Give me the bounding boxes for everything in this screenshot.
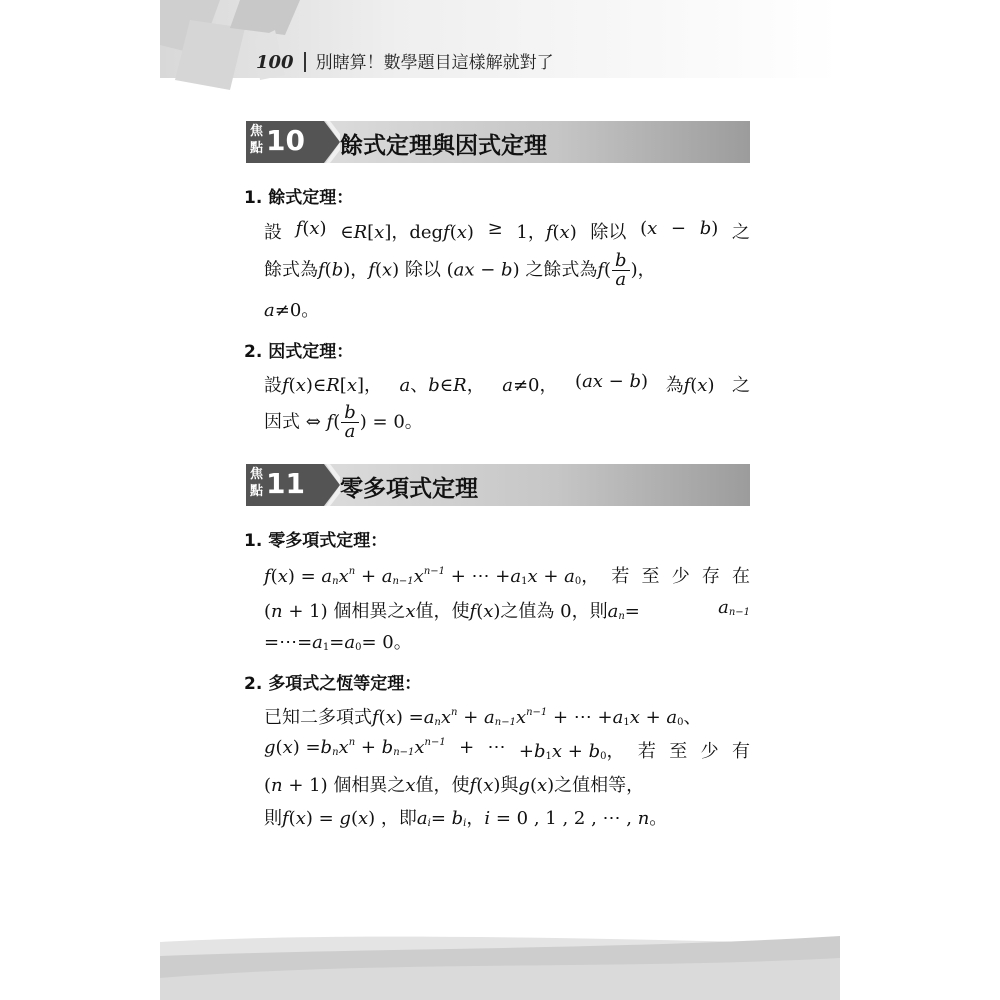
badge-arrow-icon xyxy=(318,464,340,506)
focus-number: 10 xyxy=(266,124,305,157)
book-title: 別瞎算！數學題目這樣解就對了 xyxy=(315,53,554,73)
page-number: 100 xyxy=(256,52,294,73)
remainder-line-3: a≠0。 xyxy=(264,300,320,321)
zero-poly-line-3: $=\cdots=a_1=a_0= 0$。 xyxy=(264,632,412,653)
bottom-wave-decoration xyxy=(160,930,840,1000)
identity-line-3: (n + 1) 個相異之x值，使f(x)與g(x)之值相等， xyxy=(264,775,645,796)
focus-badge xyxy=(246,464,320,506)
header-divider xyxy=(304,52,306,72)
zero-poly-line-1: $f(x) = a_nx^n + a_{n-1}x^{n-1}$ + ⋯ $+a_1x + a_0$， 若 至 少 存 在 xyxy=(264,566,750,587)
factor-line-2: 因式 ⇔ f( $\frac{b}{a}$ ) = 0。 xyxy=(264,402,423,442)
focus-badge xyxy=(246,121,320,163)
badge-arrow-icon xyxy=(318,121,340,163)
zero-polynomial-heading: 1. 零多項式定理： xyxy=(244,531,388,551)
focus-number: 11 xyxy=(266,467,305,500)
zero-poly-line-2: (n + 1) 個相異之x值，使f(x)之值為 0，則$a_n=$ $a_{n-1}$ xyxy=(264,597,750,622)
identity-line-4: 則f(x) = g(x) ，即$a_i= b_i$，i = 0 , 1 , 2 , ⋯ , n。 xyxy=(264,808,668,829)
running-header xyxy=(256,48,554,73)
focus-title: 餘式定理與因式定理 xyxy=(340,133,547,159)
identity-theorem-heading: 2. 多項式之恆等定理： xyxy=(244,674,422,694)
remainder-theorem-heading: 1. 餘式定理： xyxy=(244,188,354,208)
focus-title: 零多項式定理 xyxy=(340,476,478,502)
factor-line-1: 設f(x)∈R[x]， a、b∈R， a≠0， (ax − b) 為f(x) 之 xyxy=(264,371,750,396)
book-page xyxy=(160,0,840,1000)
fraction-b-over-a: $\frac{b}{a}$ xyxy=(612,252,630,289)
identity-line-1: 已知二多項式$f(x) =a_nx^n + a_{n-1}x^{n-1}$ + ⋯ $+a_1x + a_0$、 xyxy=(264,707,702,728)
focus-10-banner xyxy=(246,121,750,163)
remainder-line-2: 餘式為f(b)，f(x) 除以 (ax − b) 之餘式為f( $\frac{b}{a}$ )， xyxy=(264,250,656,290)
fraction-b-over-a: $\frac{b}{a}$ xyxy=(341,404,359,441)
focus-label: 焦點 xyxy=(250,124,264,156)
factor-theorem-heading: 2. 因式定理： xyxy=(244,342,354,362)
identity-line-2: $g(x) =b_nx^n + b_{n-1}x^{n-1}$ + ⋯ $+b_1x + b_0$， 若 至 少 有 xyxy=(264,737,750,762)
focus-label: 焦點 xyxy=(250,467,264,499)
remainder-line-1: 設 f(x) ∈R[x]，degf(x) ≥ 1，f(x) 除以 (x − b) 之 xyxy=(264,218,750,243)
focus-11-banner xyxy=(246,464,750,506)
